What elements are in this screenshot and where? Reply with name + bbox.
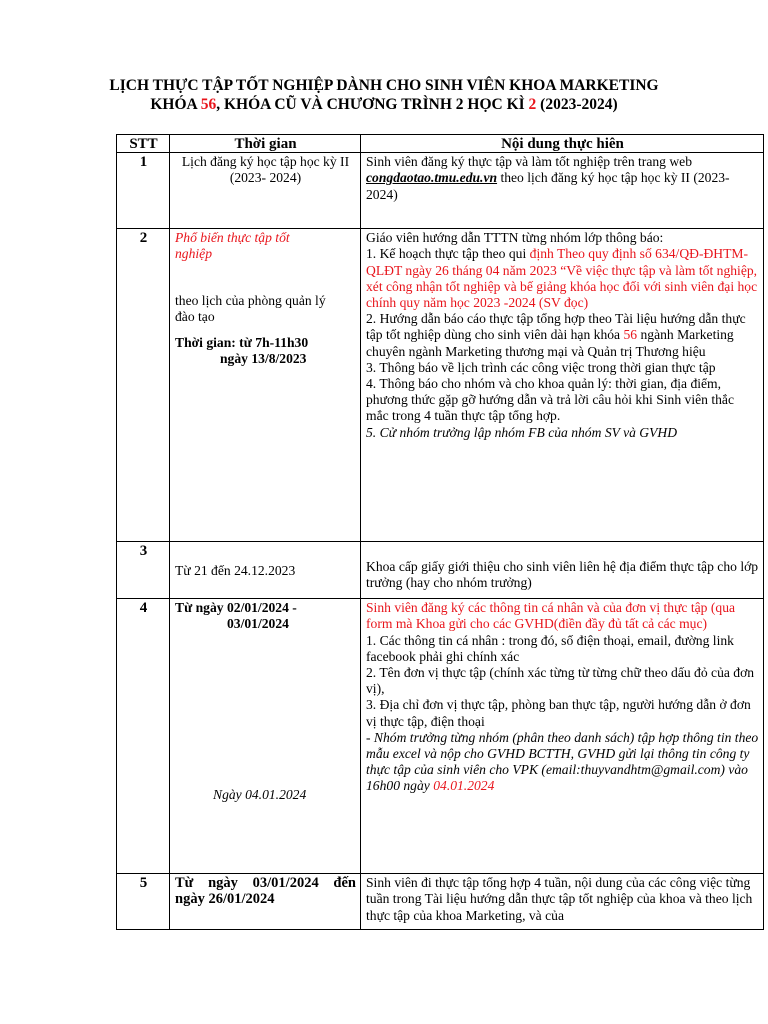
content-item-1: 1. Các thông tin cá nhân : trong đó, số điện thoại, email, đường link facebook phải ghi chính xác xyxy=(366,632,734,664)
row-number: 5 xyxy=(117,874,170,930)
title-line-2 xyxy=(0,95,768,114)
time-deadline: Ngày 04.01.2024 xyxy=(213,786,307,802)
time-text: Từ 21 đến 24.12.2023 xyxy=(175,563,296,579)
content-text: Sinh viên đăng ký thực tập và làm tốt nghiệp trên trang web xyxy=(366,154,692,170)
content-item-4 xyxy=(366,730,759,795)
time-end: 03/01/2024 xyxy=(227,616,289,632)
content-text: theo lịch đăng ký học tập học kỳ II (2023- 2024) xyxy=(366,170,730,202)
content-item-3: 3. Địa chỉ đơn vị thực tập, phòng ban thực tập, người hướng dẫn ở đơn vị thực tập, điện thoại xyxy=(366,697,751,729)
time-date: ngày 13/8/2023 xyxy=(220,351,307,367)
time-red-note: Phổ biến thực tập tốt nghiệp xyxy=(175,230,290,262)
cohort-number: 56 xyxy=(200,96,217,113)
time-start: Từ ngày 02/01/2024 - xyxy=(175,600,297,616)
time-note: theo lịch của phòng quản lý đào tạo xyxy=(175,292,326,324)
row-time: Từ ngày 03/01/2024 đến ngày 26/01/2024 xyxy=(170,874,361,930)
row-time xyxy=(170,542,361,599)
title-text: , KHÓA CŨ VÀ CHƯƠNG TRÌNH 2 HỌC KÌ xyxy=(216,96,529,113)
header-content: Nội dung thực hiên xyxy=(361,135,764,153)
row-content xyxy=(361,542,764,599)
content-text: ngành Marketing chuyên ngành Marketing thương mại và Quản trị Thương hiệu xyxy=(366,327,734,359)
row-content xyxy=(361,599,764,874)
content-item-3: 3. Thông báo về lịch trình các công việc trong thời gian thực tập xyxy=(366,359,716,375)
content-text: Khoa cấp giấy giới thiệu cho sinh viên liên hệ địa điểm thực tập cho lớp trưởng (hay cho nhóm trưởng) xyxy=(366,559,759,591)
row-content xyxy=(361,229,764,542)
table-row xyxy=(117,542,764,599)
semester-number: 2 xyxy=(528,96,537,113)
header-time: Thời gian xyxy=(170,135,361,153)
row-number: 3 xyxy=(117,542,170,599)
row-content xyxy=(361,153,764,229)
table-row xyxy=(117,229,764,542)
content-text: 2. Hướng dẫn báo cáo thực tập tổng hợp theo Tài liệu hướng dẫn thực tập tốt nghiệp dùng cho sinh viên dài hạn khóa xyxy=(366,311,746,343)
content-intro: Giáo viên hướng dẫn TTTN từng nhóm lớp thông báo: xyxy=(366,230,664,246)
content-item-4: 4. Thông báo cho nhóm và cho khoa quản lý: thời gian, địa điểm, phương thức gặp gỡ hướng dẫn và trả lời câu hỏi khi Sinh viên thắc mắc trong 4 tuần thực tập tổng hợp. xyxy=(366,376,734,424)
row-number: 2 xyxy=(117,229,170,542)
content-item-2 xyxy=(366,311,759,360)
content-text: 1. Kế hoạch thực tập theo qui xyxy=(366,246,530,262)
content-red-intro: Sinh viên đăng ký các thông tin cá nhân và của đơn vị thực tập (qua form mà Khoa gửi cho các GVHD(điền đầy đủ tất cả các mục) xyxy=(366,600,736,632)
row-content: Sinh viên đi thực tập tổng hợp 4 tuần, nội dung của các công việc từng tuần trong Tài liệu hướng dẫn thực tập tốt nghiệp của khoa và theo lịch thực tập của khoa Marketing, và của xyxy=(361,874,764,930)
title-text: KHÓA xyxy=(150,96,201,113)
content-red-date: 04.01.2024 xyxy=(433,778,495,794)
content-text: - Nhóm trưởng từng nhóm (phân theo danh sách) tập hợp thông tin theo mẫu excel và nộp cho GVHD BCTTH, GVHD gửi lại thông tin công ty thực tập của sinh viên cho VPK (email:thuyvandhtm@gmail.com) vào 16h00 ngày xyxy=(366,729,759,794)
content-red-text: định Theo quy định số 634/QĐ-ĐHTM-QLĐT ngày 26 tháng 04 năm 2023 “Về việc thực tập và làm tốt nghiệp, xét công nhận tốt nghiệp và bế giảng khóa học đối với sinh viên đại học chính quy năm học 2023 -2024 (SV đọc) xyxy=(366,246,758,311)
table-header-row xyxy=(117,135,764,153)
row-time xyxy=(170,229,361,542)
row-number: 1 xyxy=(117,153,170,229)
schedule-table xyxy=(116,134,764,930)
row-number: 4 xyxy=(117,599,170,874)
table-row xyxy=(117,599,764,874)
content-item-2: 2. Tên đơn vị thực tập (chính xác từng từ từng chữ theo dấu đỏ của đơn vị), xyxy=(366,665,755,697)
table-row xyxy=(117,153,764,229)
cohort-number: 56 xyxy=(623,327,638,343)
title-text: (2023-2024) xyxy=(536,96,618,113)
row-time: Lịch đăng ký học tập học kỳ II (2023- 2024) xyxy=(170,153,361,229)
content-item-1 xyxy=(366,246,759,311)
title-line-1: LỊCH THỰC TẬP TỐT NGHIỆP DÀNH CHO SINH VIÊN KHOA MARKETING xyxy=(109,77,659,94)
document-title xyxy=(0,76,768,114)
content-item-5: 5. Cử nhóm trưởng lập nhóm FB của nhóm SV và GVHD xyxy=(366,424,678,440)
website-link[interactable]: congdaotao.tmu.edu.vn xyxy=(366,170,498,186)
time-schedule: Thời gian: từ 7h-11h30 xyxy=(175,335,309,351)
header-stt: STT xyxy=(117,135,170,153)
table-row xyxy=(117,874,764,930)
row-time xyxy=(170,599,361,874)
